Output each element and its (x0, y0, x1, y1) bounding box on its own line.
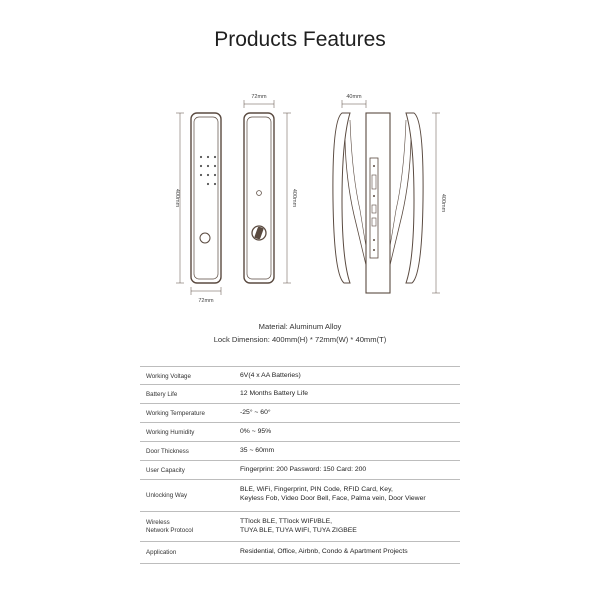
spec-row (140, 366, 460, 385)
spec-value-line: Keyless Fob, Video Door Bell, Face, Palma vein, Door Viewer (240, 494, 426, 502)
back-height-dimension: 400mm (291, 188, 297, 208)
spec-label (146, 519, 193, 534)
spec-label: Working Temperature (146, 410, 205, 417)
spec-row (140, 542, 460, 564)
spec-label: User Capacity (146, 467, 185, 474)
page-title: Products Features (214, 28, 386, 51)
front-width-dimension: 72mm (198, 298, 214, 304)
spec-value (240, 486, 426, 503)
side-view-drawing (333, 100, 440, 293)
spec-label: Working Humidity (146, 429, 195, 436)
spec-row (140, 423, 460, 442)
material-info (0, 320, 600, 346)
spec-row (140, 512, 460, 542)
spec-value: 0% ~ 95% (240, 428, 272, 435)
spec-value: 35 ~ 60mm (240, 447, 275, 454)
spec-value-line: TUYA BLE, TUYA WIFI, TUYA ZIGBEE (240, 526, 357, 534)
lock-dimension-line: Lock Dimension: 400mm(H) * 72mm(W) * 40mm(T) (213, 335, 387, 344)
back-view-drawing (244, 100, 291, 283)
spec-row (140, 404, 460, 423)
spec-row (140, 461, 460, 480)
front-view-drawing (176, 113, 221, 295)
spec-value: 12 Months Battery Life (240, 390, 309, 397)
spec-value: Residential, Office, Airbnb, Condo & Apartment Projects (240, 548, 408, 555)
spec-label: Battery Life (146, 391, 178, 398)
side-depth-dimension: 40mm (346, 94, 362, 100)
back-width-dimension: 72mm (251, 94, 267, 100)
spec-table (140, 366, 460, 564)
spec-label-line: Network Protocol (146, 526, 194, 534)
spec-row (140, 385, 460, 404)
side-height-dimension: 400mm (440, 193, 446, 213)
spec-label: Door Thickness (146, 448, 189, 455)
spec-value-line: BLE, WiFi, Fingerprint, PIN Code, RFID Card, Key, (240, 486, 393, 493)
spec-label: Working Voltage (146, 373, 191, 380)
spec-label-line: Wireless (146, 519, 170, 526)
spec-value: 6V(4 x AA Batteries) (240, 372, 301, 379)
material-line: Material: Aluminum Alloy (258, 322, 342, 331)
spec-value: -25° ~ 60° (240, 409, 271, 416)
spec-row (140, 480, 460, 512)
spec-value (240, 518, 357, 535)
spec-label: Application (146, 549, 177, 556)
spec-value-line: TTlock BLE, TTlock WIFI/BLE, (240, 518, 333, 525)
spec-row (140, 442, 460, 461)
front-height-dimension: 400mm (174, 188, 180, 208)
spec-label: Unlocking Way (146, 492, 188, 499)
spec-value: Fingerprint: 200 Password: 150 Card: 200 (240, 466, 367, 473)
